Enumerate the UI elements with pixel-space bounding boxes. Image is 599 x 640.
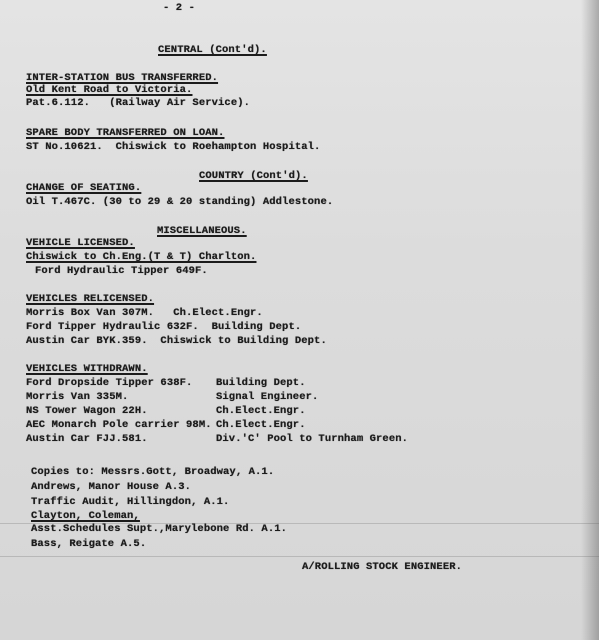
withdrawn-dest: Signal Engineer. [216,391,319,403]
licensed-heading: VEHICLE LICENSED. [26,237,135,249]
copies-line: Bass, Reigate A.5. [31,538,147,550]
withdrawn-dest: Building Dept. [216,377,306,389]
copies-line: Copies to: Messrs.Gott, Broadway, A.1. [31,466,275,478]
licensed-route: Chiswick to Ch.Eng.(T & T) Charlton. [26,251,257,263]
relicensed-line: Morris Box Van 307M. Ch.Elect.Engr. [26,307,263,319]
paper-fold-line [0,556,599,557]
misc-heading: MISCELLANEOUS. [157,225,247,237]
withdrawn-vehicle: AEC Monarch Pole carrier 98M. [26,419,212,431]
spare-body-heading: SPARE BODY TRANSFERRED ON LOAN. [26,127,225,139]
relicensed-line: Ford Tipper Hydraulic 632F. Building Dept. [26,321,302,333]
copies-line: Andrews, Manor House A.3. [31,481,192,493]
withdrawn-vehicle: NS Tower Wagon 22H. [26,405,148,417]
seating-line: Oil T.467C. (30 to 29 & 20 standing) Addlestone. [26,196,334,208]
withdrawn-dest: Ch.Elect.Engr. [216,419,306,431]
copies-line: Traffic Audit, Hillingdon, A.1. [31,496,230,508]
relicensed-heading: VEHICLES RELICENSED. [26,293,155,305]
withdrawn-dest: Ch.Elect.Engr. [216,405,306,417]
copies-line: Clayton, Coleman, [31,510,140,522]
withdrawn-vehicle: Ford Dropside Tipper 638F. [26,377,193,389]
withdrawn-vehicle: Morris Van 335M. [26,391,129,403]
licensed-line: Ford Hydraulic Tipper 649F. [35,265,208,277]
inter-station-route: Old Kent Road to Victoria. [26,84,193,96]
withdrawn-dest: Div.'C' Pool to Turnham Green. [216,433,409,445]
inter-station-line: Pat.6.112. (Railway Air Service). [26,97,251,109]
copies-line: Asst.Schedules Supt.,Marylebone Rd. A.1. [31,523,288,535]
paper-edge-shadow [581,0,599,640]
seating-heading: CHANGE OF SEATING. [26,182,142,194]
central-heading: CENTRAL (Cont'd). [158,44,267,56]
spare-body-line: ST No.10621. Chiswick to Roehampton Hospital. [26,141,321,153]
inter-station-heading: INTER-STATION BUS TRANSFERRED. [26,72,219,84]
relicensed-line: Austin Car BYK.359. Chiswick to Building Dept. [26,335,327,347]
withdrawn-vehicle: Austin Car FJJ.581. [26,433,148,445]
withdrawn-heading: VEHICLES WITHDRAWN. [26,363,148,375]
signature-line: A/ROLLING STOCK ENGINEER. [302,561,463,573]
page-number: - 2 - [163,2,196,14]
country-heading: COUNTRY (Cont'd). [199,170,308,182]
